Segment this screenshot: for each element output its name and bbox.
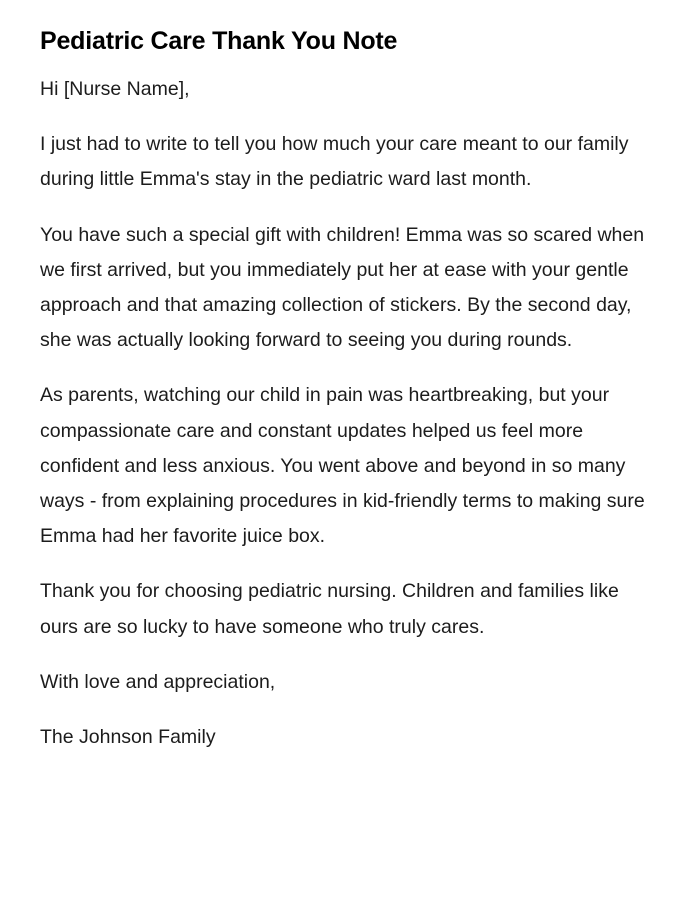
body-paragraph-4: Thank you for choosing pediatric nursing. Children and families like ours are so lucky to have someone who truly cares. — [40, 580, 619, 638]
body-paragraph-1: I just had to write to tell you how much your care meant to our family during little Emma's stay in the pediatric ward last month. — [40, 133, 629, 191]
note-title: Pediatric Care Thank You Note — [40, 27, 398, 55]
greeting: Hi [Nurse Name], — [40, 78, 190, 100]
signature: The Johnson Family — [40, 726, 216, 749]
body-paragraph-2: You have such a special gift with children! Emma was so scared when we first arrived, but you immediately put her at ease with your gentle approach and that amazing collection of stickers. By the second day, she was actually looking forward to seeing you during rounds. — [40, 223, 645, 352]
closing-line: With love and appreciation, — [40, 670, 276, 693]
body-paragraph-3: As parents, watching our child in pain was heartbreaking, but your compassionate care and constant updates helped us feel more confident and less anxious. You went above and beyond in so many ways - from explaining procedures in kid-friendly terms to making sure Emma had her favorite juice box. — [40, 384, 645, 548]
